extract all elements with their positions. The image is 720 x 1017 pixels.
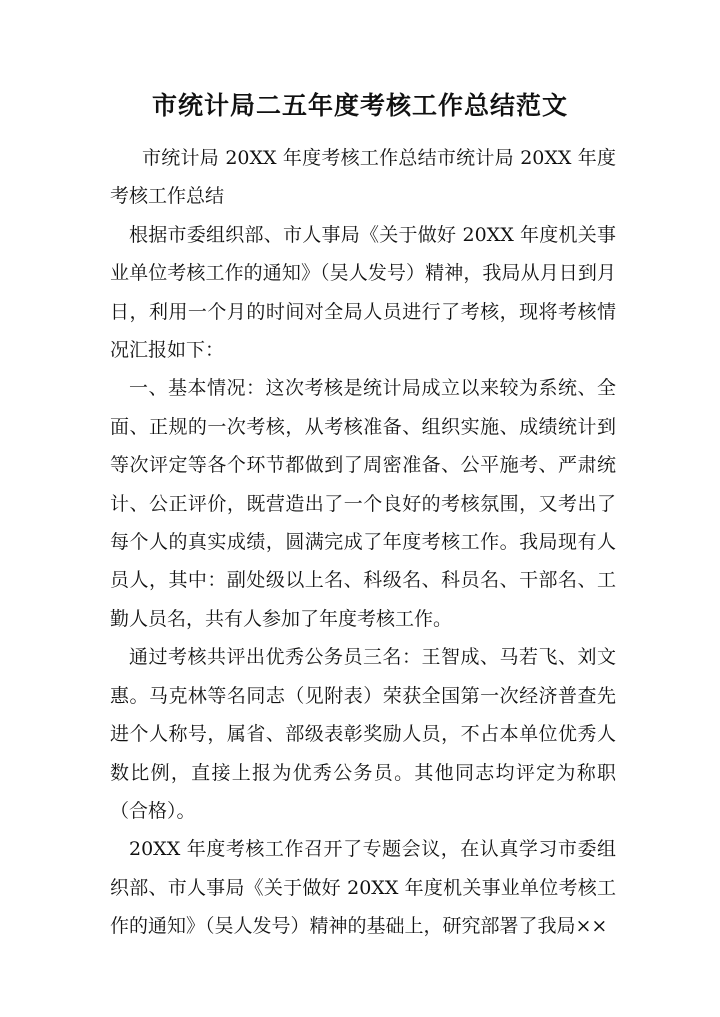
body-paragraph: 根据市委组织部、市人事局《关于做好 20XX 年度机关事业单位考核工作的通知》（吴人发号）精神，我局从月日到月日，利用一个月的时间对全局人员进行了考核，现将考核情况汇报如下：	[110, 223, 616, 362]
body-paragraph: 20XX 年度考核工作召开了专题会议，在认真学习市委组织部、市人事局《关于做好 20XX 年度机关事业单位考核工作的通知》（吴人发号）精神的基础上，研究部署了我局××	[110, 838, 616, 938]
document-title: 市统计局二五年度考核工作总结范文	[151, 91, 568, 120]
document-body	[110, 139, 616, 946]
body-paragraph: 通过考核共评出优秀公务员三名：王智成、马若飞、刘文惠。马克林等名同志（见附表）荣获全国第一次经济普查先进个人称号，属省、部级表彰奖励人员，不占本单位优秀人数比例，直接上报为优秀公务员。其他同志均评定为称职（合格）。	[110, 646, 616, 822]
body-paragraph: 市统计局 20XX 年度考核工作总结市统计局 20XX 年度考核工作总结	[110, 147, 616, 208]
body-paragraph: 一、基本情况：这次考核是统计局成立以来较为系统、全面、正规的一次考核，从考核准备、组织实施、成绩统计到等次评定等各个环节都做到了周密准备、公平施考、严肃统计、公正评价，既营造出了一个良好的考核氛围，又考出了每个人的真实成绩，圆满完成了年度考核工作。我局现有人员人，其中：副处级以上名、科级名、科员名、干部名、工勤人员名，共有人参加了年度考核工作。	[110, 377, 616, 630]
